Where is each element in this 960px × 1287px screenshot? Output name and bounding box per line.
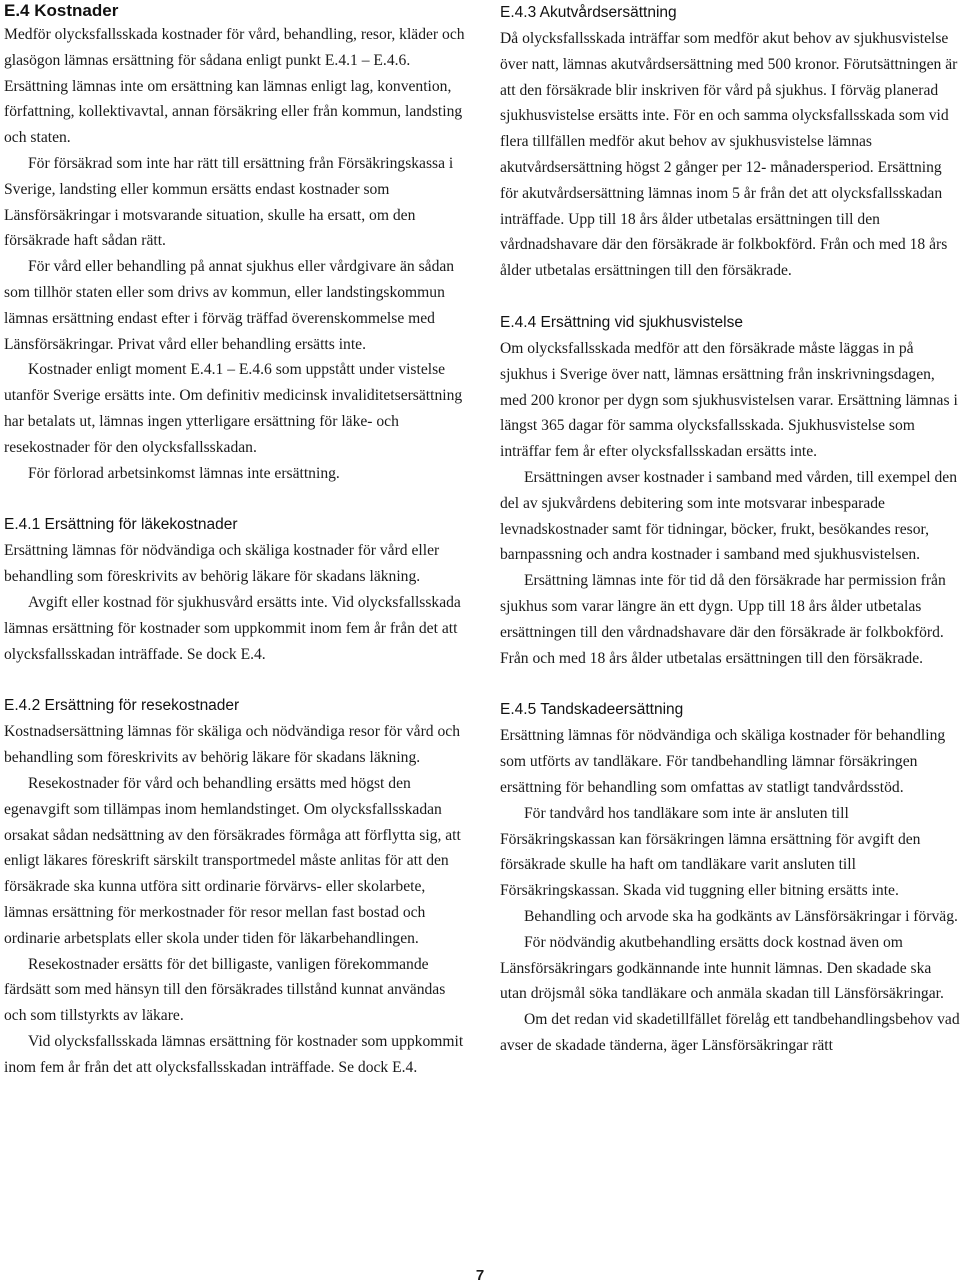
paragraph: Då olycksfallsskada inträffar som medför akut behov av sjukhusvistelse över natt, lämnas akutvårdsersättning med 500 kronor. Förutsättningen är att den försäkrade blir inskriven för vård på sjukhus. I förväg planerad sjukhusvistelse ersätts inte. För en och samma olycksfallsskada som vid flera tillfällen medför akut behov av sjukhusvistelse lämnas akutvårdsersättning högst 2 gånger per 12- månadersperiod. Ersättning för akutvårdsersättning lämnas inom 5 år från det att olycksfallsskadan inträffade. Upp till 18 års ålder utbetalas ersättningen till den vårdnadshavare där den försäkrade är folkbokförd. Från och med 18 års ålder utbetalas ersättningen till den försäkrade.: [500, 30, 958, 280]
paragraph: Resekostnader för vård och behandling ersätts med högst den egenavgift som tillämpas inom hemlandstinget. Om olycksfallsskadan orsakat sådan nedsättning av den försäkrades förmåga att förflytta sig, att enligt läkares föreskrift särskilt transportmedel måste anlitas för att den försäkrade ska kunna utföra sitt ordinarie förvärvs- eller skolarbete, lämnas ersättning för merkostnader för resor mellan fast bostad och ordinarie arbetsplats eller skola under tiden för läkarbehandlingen.: [4, 774, 461, 947]
paragraph: Ersättning lämnas för nödvändiga och skäliga kostnader för vård eller behandling som föreskrivits av behörig läkare för skadans läkning.: [4, 542, 440, 586]
right-column: [500, 0, 960, 1059]
section-heading-e43: E.4.3 Akutvårdsersättning: [500, 4, 677, 21]
paragraph: För försäkrad som inte har rätt till ersättning från Försäkringskassa i Sverige, landsting eller kommun ersätts endast kostnader som Länsförsäkringar i motsvarande situation, skulle ha ersatt, om den försäkrade haft sådan rätt.: [4, 154, 454, 250]
paragraph: Kostnader enligt moment E.4.1 – E.4.6 som uppstått under vistelse utanför Sverige ersätts inte. Om definitiv medicinsk invaliditetsersättning har betalats ut, lämnas ingen ytterligare ersättning för läke- och resekostnader för den olycksfallsskadan.: [4, 361, 463, 456]
section-heading-e4: E.4 Kostnader: [4, 1, 119, 20]
paragraph: Kostnadsersättning lämnas för skäliga och nödvändiga resor för vård och behandling som föreskrivits av behörig läkare för skadans läkning.: [4, 723, 460, 767]
section-heading-e42: E.4.2 Ersättning för resekostnader: [4, 697, 240, 715]
page-number: 7: [475, 1267, 485, 1284]
paragraph: Avgift eller kostnad för sjukhusvård ersätts inte. Vid olycksfallsskada lämnas ersättning för kostnader som uppkommit inom fem år från det att olycksfallsskadan inträffade. Se dock E.4.: [4, 593, 461, 663]
paragraph: För förlorad arbetsinkomst lämnas inte ersättning.: [28, 464, 340, 482]
paragraph: Om det redan vid skadetillfället förelåg ett tandbehandlingsbehov vad avser de skadade tänderna, äger Länsförsäkringar rätt: [500, 1011, 960, 1054]
paragraph: För vård eller behandling på annat sjukhus eller vårdgivare än sådan som tillhör staten eller som drivs av kommun, eller landstingskommun lämnas ersättning endast efter i förväg träffad överenskommelse med Länsförsäkringar. Privat vård eller behandling ersätts inte.: [4, 258, 455, 353]
paragraph: Ersättning lämnas inte för tid då den försäkrade har permission från sjukhus som varar längre än ett dygn. Upp till 18 års ålder utbetalas ersättningen till den vårdnadshavare där den försäkrade är folkbokförd. Från och med 18 års ålder utbetalas ersättningen till den försäkrade.: [500, 572, 946, 667]
paragraph: Om olycksfallsskada medför att den försäkrade måste läggas in på sjukhus i Sverige över natt, lämnas ersättning från inskrivningsdagen, med 200 kronor per dygn som sjukhusvistelsen varar. Ersättning lämnas i längst 365 dagar för samma olycksfallsskada. Sjukhusvistelse som inträffar fem år efter olycksfallsskadan ersätts inte.: [500, 339, 958, 461]
section-heading-e45: E.4.5 Tandskadeersättning: [500, 701, 684, 719]
paragraph: Ersättning lämnas för nödvändiga och skäliga kostnader för behandling som utförts av tandläkare. För tandbehandling lämnar försäkringen ersättning för behandling som omfattas av statligt tandvårdsstöd.: [500, 727, 946, 796]
paragraph: Medför olycksfallsskada kostnader för vård, behandling, resor, kläder och glasögon lämnas ersättning för sådana enligt punkt E.4.1 – E.4.6. Ersättning lämnas inte om ersättning kan lämnas enligt lag, konvention, författning, kollektivavtal, annan försäkring eller från kommun, landsting och staten.: [4, 26, 465, 147]
left-column: [4, 0, 466, 1080]
paragraph: Vid olycksfallsskada lämnas ersättning för kostnader som uppkommit inom fem år från det att olycksfallsskadan inträffade. Se dock E.4.: [4, 1032, 464, 1076]
paragraph: Resekostnader ersätts för det billigaste, vanligen förekommande färdsätt som med hänsyn till den försäkrades tillstånd kunnat användas och som tillstyrkts av läkare.: [4, 955, 446, 1025]
paragraph: För tandvård hos tandläkare som inte är ansluten till Försäkringskassan kan försäkringen lämna ersättning för avgift den försäkrade skulle ha haft om tandläkare varit ansluten till Försäkringskassan. Skada vid tuggning eller bitning ersätts inte.: [500, 804, 921, 900]
section-heading-e44: E.4.4 Ersättning vid sjukhusvistelse: [500, 313, 743, 331]
section-heading-e41: E.4.1 Ersättning för läkekostnader: [4, 516, 238, 534]
paragraph: För nödvändig akutbehandling ersätts dock kostnad även om Länsförsäkringars godkännande inte hunnit lämnas. Den skadade ska utan dröjsmål söka tandläkare och anmäla skadan till Länsförsäkringar.: [500, 933, 944, 1003]
paragraph: Behandling och arvode ska ha godkänts av Länsförsäkringar i förväg.: [524, 907, 958, 925]
paragraph: Ersättningen avser kostnader i samband med vården, till exempel den del av sjukvårdens debitering som inte motsvarar inbesparade levnadskostnader samt för tidningar, böcker, frukt, besökandes resor, barnpassning och andra kostnader i samband med sjukhusvistelsen.: [500, 468, 958, 564]
